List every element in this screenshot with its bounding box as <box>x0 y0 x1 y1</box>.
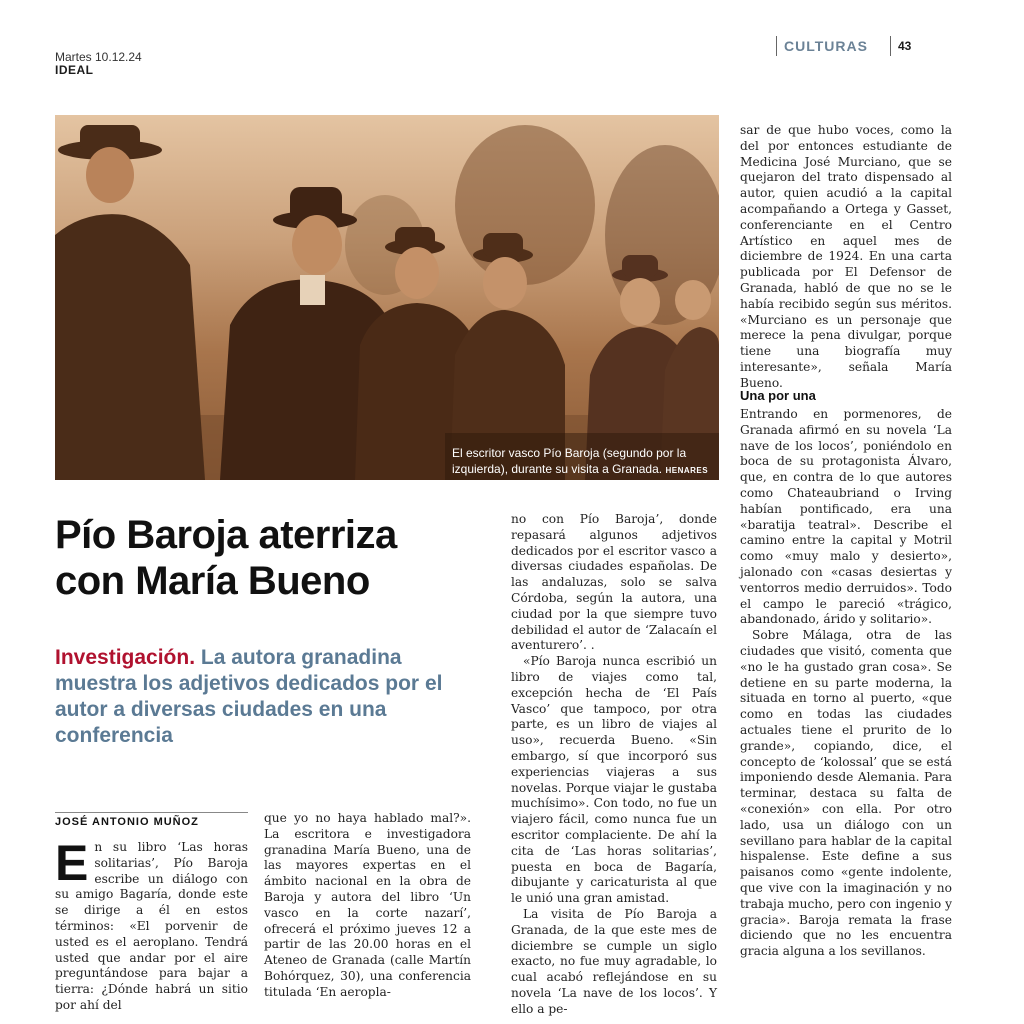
article-headline: Pío Baroja aterriza con María Bueno <box>55 513 397 603</box>
subhead: Una por una <box>740 388 816 403</box>
column-5-paragraph-1: Entrando en pormenores, de Granada afirmó en su novela ‘La nave de los locos’, poniéndolo en boca de su protagonista Álvaro, que, en contra de lo que autores como Chateaubriand o Irving habían pontificado, era una «baratija teatral». Describe el camino entre la capital y Motril como «muy malo y desierto», jalonado con «casas desiertas y ventorros medio derruidos». Todo el campo le pareció «trágico, abandonado, árido y solitario». <box>740 407 952 627</box>
column-3-paragraph-2: «Pío Baroja nunca escribió un libro de viajes como tal, excepción hecha de ‘El País Vasco’ que tampoco, por otra parte, es un libro de viajes al uso», recuerda Bueno. «Sin embargo, sí que incorporó sus experiencias viajeras a sus novelas. Porque viajar le gustaba muchísimo». Con todo, no fue un viajero fácil, como nunca fue un escritor complaciente. De ahí la cita de ‘Las horas solitarias’, puesta en boca de Bagaría, dibujante y caricaturista al que le unió una gran amistad. <box>511 654 717 906</box>
byline-rule <box>55 812 248 813</box>
page-date: Martes 10.12.24 <box>55 50 142 64</box>
column-4 <box>740 123 952 392</box>
column-3-paragraph-3: La visita de Pío Baroja a Granada, de la que este mes de diciembre se cumple un siglo exacto, no fue muy agradable, lo cual acabó reflejándose en su novela ‘La nave de los locos’. Y ello a pe- <box>511 906 717 1016</box>
column-4-text: sar de que hubo voces, como la del por entonces estudiante de Medicina José Murciano, que se quejaron del trato dispensado al autor, quien acudió a la capital acompañando a Ortega y Gasset, conferenciante en el Centro Artístico en aquel mes de diciembre de 1924. En una carta publicada por El Defensor de Granada, habló de que no se le había recibido según sus méritos. «Murciano es un personaje que merece la pena divulgar, porque tiene una biografía muy interesante», señala María Bueno. <box>740 123 952 390</box>
header-divider <box>890 36 891 56</box>
column-1-text: n su libro ‘Las horas solitarias’, Pío Baroja escribe un diálogo con su amigo Bagaría, donde este se dirige a él en estos términos: «El porvenir de usted es el aeroplano. Tendrá usted que andar por el aire preguntándose para bajar a tierra: ¿Dónde habrá un sitio por ahí del <box>55 840 248 1012</box>
article-photo <box>55 115 719 480</box>
page-number: 43 <box>898 39 912 53</box>
article-deck <box>55 645 465 749</box>
column-3-paragraph-1: no con Pío Baroja’, donde repasará algunos adjetivos dedicados por el escritor vasco a diversas ciudades españolas. De las andaluzas, solo se salva Córdoba, según la autora, una ciudad por la que siempre tuvo debilidad el autor de ‘Zalacaín el aventurero’. . <box>511 512 717 653</box>
photo-caption <box>452 445 714 479</box>
column-2-text: que yo no haya hablado mal?». La escritora e investigadora granadina María Bueno, una de las mayores expertas en el ámbito nacional en la obra de Baroja y autora del libro ‘Un vasco en la corte nazarí’, ofrecerá el próximo jueves 12 a partir de las 20.00 horas en el Ateneo de Granada (calle Martín Bohórquez, 30), una conferencia titulada ‘En aeropla- <box>264 811 471 999</box>
column-2 <box>264 811 471 1001</box>
section-label: CULTURAS <box>776 36 868 56</box>
photo-illustration <box>55 115 719 480</box>
column-5 <box>740 407 952 960</box>
article-byline: JOSÉ ANTONIO MUÑOZ <box>55 816 199 828</box>
publication-name: IDEAL <box>55 63 94 77</box>
deck-text: La autora granadina muestra los adjetivos dedicados por el autor a diversas ciudades en una conferencia <box>55 646 443 747</box>
photo-credit: HENARES <box>665 466 709 475</box>
column-1 <box>55 835 248 1014</box>
figure-1 <box>55 125 205 480</box>
column-3 <box>511 512 717 1018</box>
drop-cap: E <box>55 835 89 891</box>
caption-text: El escritor vasco Pío Baroja (segundo por la izquierda), durante su visita a Granada. <box>452 446 687 476</box>
deck-lead: Investigación. <box>55 646 196 669</box>
column-5-paragraph-2: Sobre Málaga, otra de las ciudades que visitó, comenta que «no le ha gustado gran cosa». Se detiene en su parte moderna, la situada en torno al puerto, «que como en todas las ciudades actuales tiene el prurito de lo grande», copiando, dice, el concepto de ‘kolossal’ que se está imponiendo desde Alemania. Para terminar, destaca su falta de «conexión» con ella. Por otro lado, usa un diálogo con un sevillano para hablar de la capital hispalense. Este define a sus paisanos como «gente indolente, que vive con la imaginación y no trabaja mucho, pero con ingenio y gracia». Baroja remata la frase diciendo que no les encuentra gracia alguna a los sevillanos. <box>740 628 952 959</box>
